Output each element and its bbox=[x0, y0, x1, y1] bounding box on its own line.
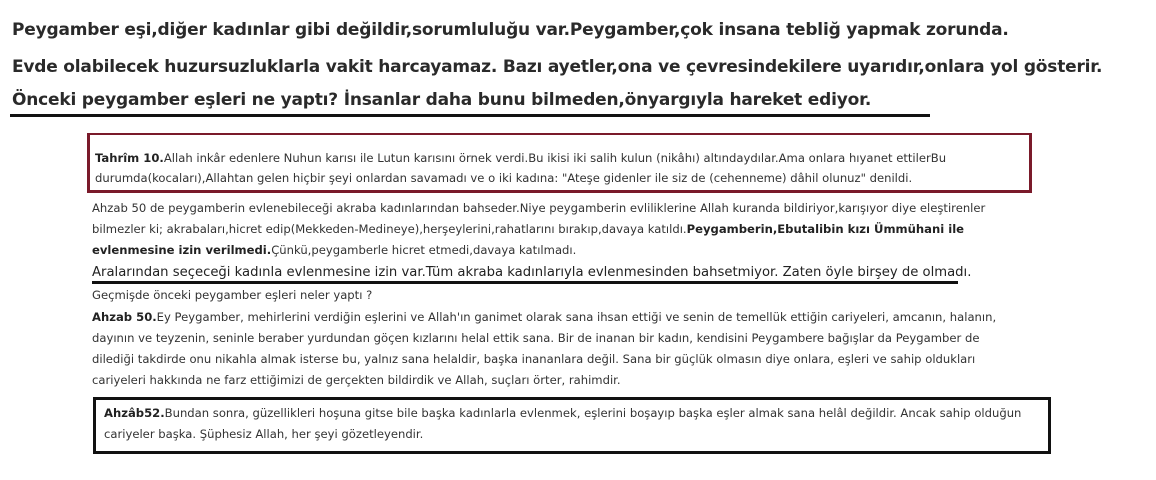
ahzab50-ref: Ahzab 50. bbox=[92, 310, 157, 324]
header-underline bbox=[10, 114, 930, 117]
question-line: Geçmişde önceki peygamber eşleri neler yaptı ? bbox=[92, 288, 373, 302]
ahzab52-line-2: cariyeler başka. Şüphesiz Allah, her şeyi gözetleyendir. bbox=[104, 427, 424, 441]
ahzab50-line-2: dayının ve teyzenin, seninle beraber yurdundan göçen kızlarını helal ettik sana. Bir de inanan bir kadın, kendisini Peygambere bağışlar da Peygamber de bbox=[92, 331, 980, 345]
ahzab50-note-line-1: Ahzab 50 de peygamberin evlenebileceği akraba kadınlarından bahseder.Niye peygamberin evliliklerine Allah kuranda bildiriyor,karışıyor diye eleştirenler bbox=[92, 201, 986, 215]
ahzab50-line-1: Ahzab 50.Ey Peygamber, mehirlerini verdiğin eşlerini ve Allah'ın ganimet olarak sana ihsan ettiği ve senin de temellük ettiğin cariyeleri, amcanın, halanın, bbox=[92, 310, 997, 324]
ahzab50-note-line-2: bilmezler ki; akrabaları,hicret edip(Mekkeden-Medineye),herşeylerini,rahatlarını bırakıp,davaya katıldı.Peygamberin,Ebutalibin kızı Ümmühani ile bbox=[92, 222, 965, 236]
header-line-1: Peygamber eşi,diğer kadınlar gibi değildir,sorumluluğu var.Peygamber,çok insana tebliğ yapmak zorunda. bbox=[12, 20, 1009, 40]
highlight-underline bbox=[92, 281, 958, 284]
ahzab52-ref: Ahzâb52. bbox=[104, 406, 165, 420]
header-line-2: Evde olabilecek huzursuzluklarla vakit harcayamaz. Bazı ayetler,ona ve çevresindekilere uyarıdır,onlara yol gösterir. bbox=[12, 57, 1103, 77]
tahrim-ref: Tahrîm 10. bbox=[95, 151, 164, 165]
header-line-3: Önceki peygamber eşleri ne yaptı? İnsanlar daha bunu bilmeden,önyargıyla hareket ediyor. bbox=[12, 90, 872, 110]
tahrim-line-1: Tahrîm 10.Allah inkâr edenlere Nuhun karısı ile Lutun karısını örnek verdi.Bu ikisi iki salih kulun (nikâhı) altındaydılar.Ama onlara hıyanet ettilerBu bbox=[95, 151, 947, 165]
highlight-statement: Aralarından seçeceği kadınla evlenmesine izin var.Tüm akraba kadınlarıyla evlenmesinden bahsetmiyor. Zaten öyle birşey de olmadı. bbox=[92, 265, 972, 280]
ahzab52-line-1: Ahzâb52.Bundan sonra, güzellikleri hoşuna gitse bile başka kadınlarla evlenmek, eşlerini boşayıp başka eşler almak sana helâl değildir. Ancak sahip olduğun bbox=[104, 406, 1022, 420]
ahzab50-line-4: cariyeleri hakkında ne farz ettiğimizi de gerçekten bildirdik ve Allah, suçları örter, rahimdir. bbox=[92, 373, 621, 387]
ahzab50-note-line-3: evlenmesine izin verilmedi.Çünkü,peygamberle hicret etmedi,davaya katılmadı. bbox=[92, 243, 577, 257]
tahrim-line-2: durumda(kocaları),Allahtan gelen hiçbir şeyi onlardan savamadı ve o iki kadına: "Ateşe gidenler ile siz de (cehenneme) dâhil olunuz" denildi. bbox=[95, 171, 913, 185]
ahzab50-line-3: dilediği takdirde onu nikahla almak isterse bu, yalnız sana helaldir, başka inananlara değil. Sana bir güçlük olmasın diye onlara, eşleri ve sahip oldukları bbox=[92, 352, 976, 366]
